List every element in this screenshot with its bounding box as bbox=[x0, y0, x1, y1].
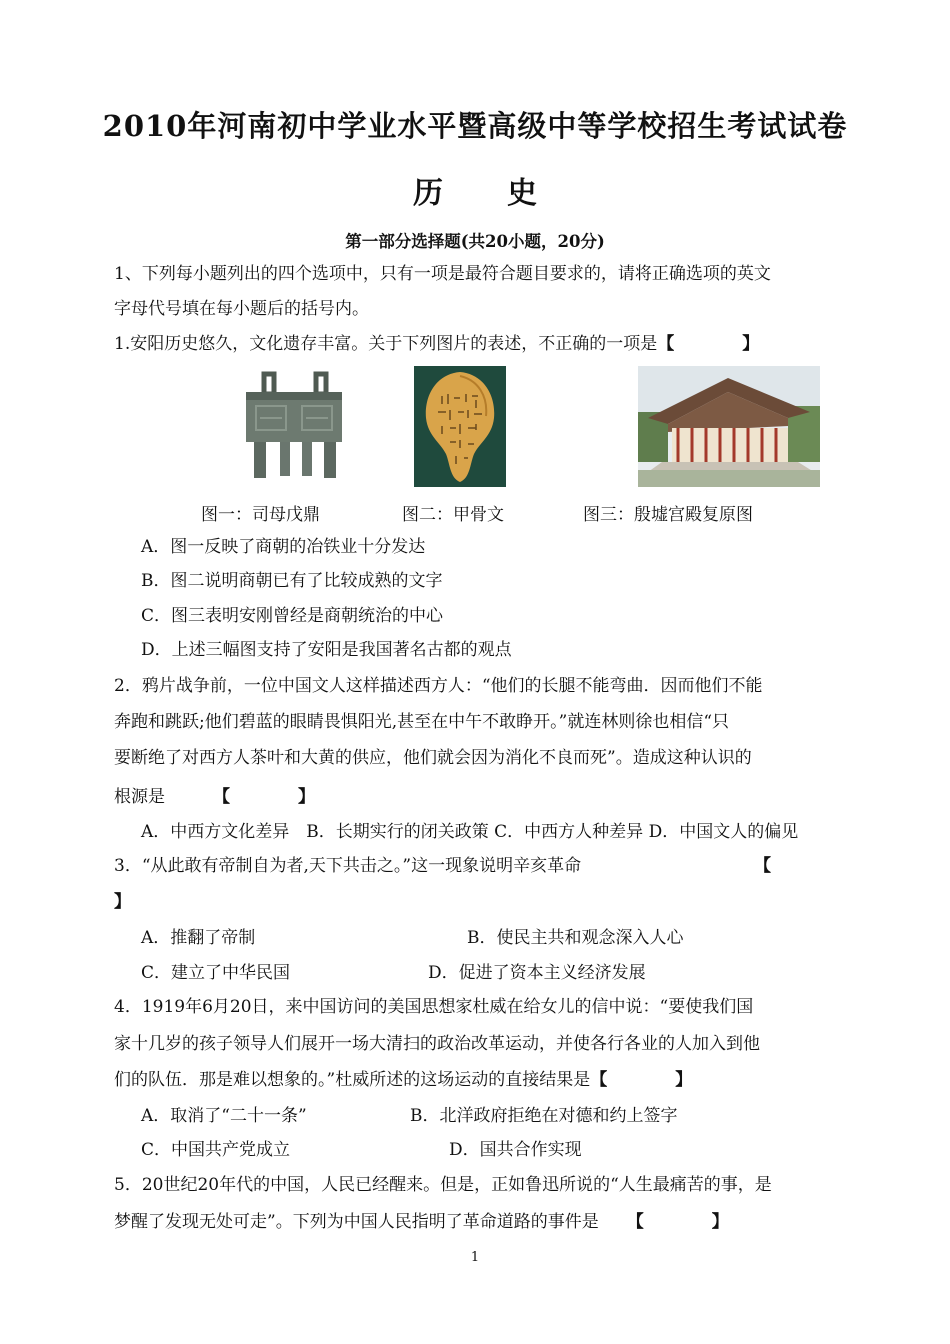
section-heading: 第一部分选择题(共20小题，20分) bbox=[345, 232, 605, 251]
simuwu-ding-image bbox=[240, 370, 348, 482]
caption-figure-2: 图二：甲骨文 bbox=[402, 505, 504, 525]
q1-option-a: A．图一反映了商朝的冶铁业十分发达 bbox=[141, 537, 426, 557]
question-2-line-1: 2．鸦片战争前，一位中国文人这样描述西方人：“他们的长腿不能弯曲．因而他们不能 bbox=[114, 676, 763, 696]
q3-option-d: D．促进了资本主义经济发展 bbox=[428, 963, 646, 983]
answer-bracket-close: 】 bbox=[114, 892, 131, 912]
question-5-text: 梦醒了发现无处可走”。下列为中国人民指明了革命道路的事件是 bbox=[114, 1212, 599, 1232]
page-number: 1 bbox=[470, 1250, 480, 1265]
question-4-text: 们的队伍．那是难以想象的。”杜威所述的这场运动的直接结果是 bbox=[114, 1070, 591, 1090]
q4-option-d: D．国共合作实现 bbox=[449, 1140, 582, 1160]
question-4-line-3 bbox=[114, 1068, 692, 1092]
q3-option-b: B．使民主共和观念深入人心 bbox=[467, 928, 684, 948]
q4-option-b: B．北洋政府拒绝在对德和约上签字 bbox=[410, 1106, 678, 1126]
question-3-stem: 3．“从此敢有帝制自为者,天下共击之。”这一现象说明辛亥革命 bbox=[114, 856, 582, 876]
yinxu-palace-image bbox=[638, 366, 820, 487]
subject-heading: 历史 bbox=[413, 176, 601, 211]
q1-option-b: B．图二说明商朝已有了比较成熟的文字 bbox=[141, 571, 443, 591]
caption-figure-3: 图三：殷墟宫殿复原图 bbox=[583, 505, 753, 525]
question-5-line-1: 5．20世纪20年代的中国，人民已经醒来。但是，正如鲁迅所说的“人生最痛苦的事，是 bbox=[114, 1175, 772, 1195]
question-2-text: 根源是 bbox=[114, 787, 165, 807]
caption-figure-1: 图一：司母戊鼎 bbox=[201, 505, 320, 525]
answer-bracket: 【 】 bbox=[626, 1212, 729, 1232]
question-2-line-3: 要断绝了对西方人茶叶和大黄的供应，他们就会因为消化不良而死”。造成这种认识的 bbox=[114, 748, 752, 768]
q3-option-c: C．建立了中华民国 bbox=[141, 963, 291, 983]
instruction-line-1: 1、下列每小题列出的四个选项中，只有一项是最符合题目要求的，请将正确选项的英文 bbox=[114, 264, 771, 284]
q4-option-a: A．取消了“二十一条” bbox=[141, 1106, 307, 1126]
question-5-line-2 bbox=[114, 1210, 729, 1234]
q1-option-c: C．图三表明安刚曾经是商朝统治的中心 bbox=[141, 606, 444, 626]
question-1-text: 1.安阳历史悠久，文化遗存丰富。关于下列图片的表述，不正确的一项是 bbox=[114, 334, 658, 354]
q1-option-d: D．上述三幅图支持了安阳是我国著名古都的观点 bbox=[141, 640, 512, 660]
exam-title: 2010年河南初中学业水平暨高级中等学校招生考试试卷 bbox=[102, 109, 848, 143]
answer-bracket-open: 【 bbox=[754, 856, 771, 876]
question-1-stem bbox=[114, 332, 759, 356]
question-4-line-1: 4．1919年6月20日，来中国访问的美国思想家杜威在给女儿的信中说：“要使我们国 bbox=[114, 997, 754, 1017]
instruction-line-2: 字母代号填在每小题后的括号内。 bbox=[114, 299, 369, 319]
question-4-line-2: 家十几岁的孩子领导人们展开一场大清扫的政治改革运动，并使各行各业的人加入到他 bbox=[114, 1034, 760, 1054]
q2-options: A．中西方文化差异 B．长期实行的闭关政策 C．中西方人种差异 D．中国文人的偏见 bbox=[141, 822, 799, 842]
answer-bracket: 【 】 bbox=[657, 334, 760, 354]
answer-bracket: 【 】 bbox=[213, 787, 315, 807]
answer-bracket: 【 】 bbox=[590, 1070, 693, 1090]
oracle-bone-image bbox=[414, 366, 506, 487]
q4-option-c: C．中国共产党成立 bbox=[141, 1140, 291, 1160]
question-2-line-2: 奔跑和跳跃;他们碧蓝的眼睛畏惧阳光,甚至在中午不敢睁开。”就连林则徐也相信“只 bbox=[114, 712, 730, 732]
q3-option-a: A．推翻了帝制 bbox=[141, 928, 256, 948]
question-2-line-4 bbox=[114, 785, 315, 809]
